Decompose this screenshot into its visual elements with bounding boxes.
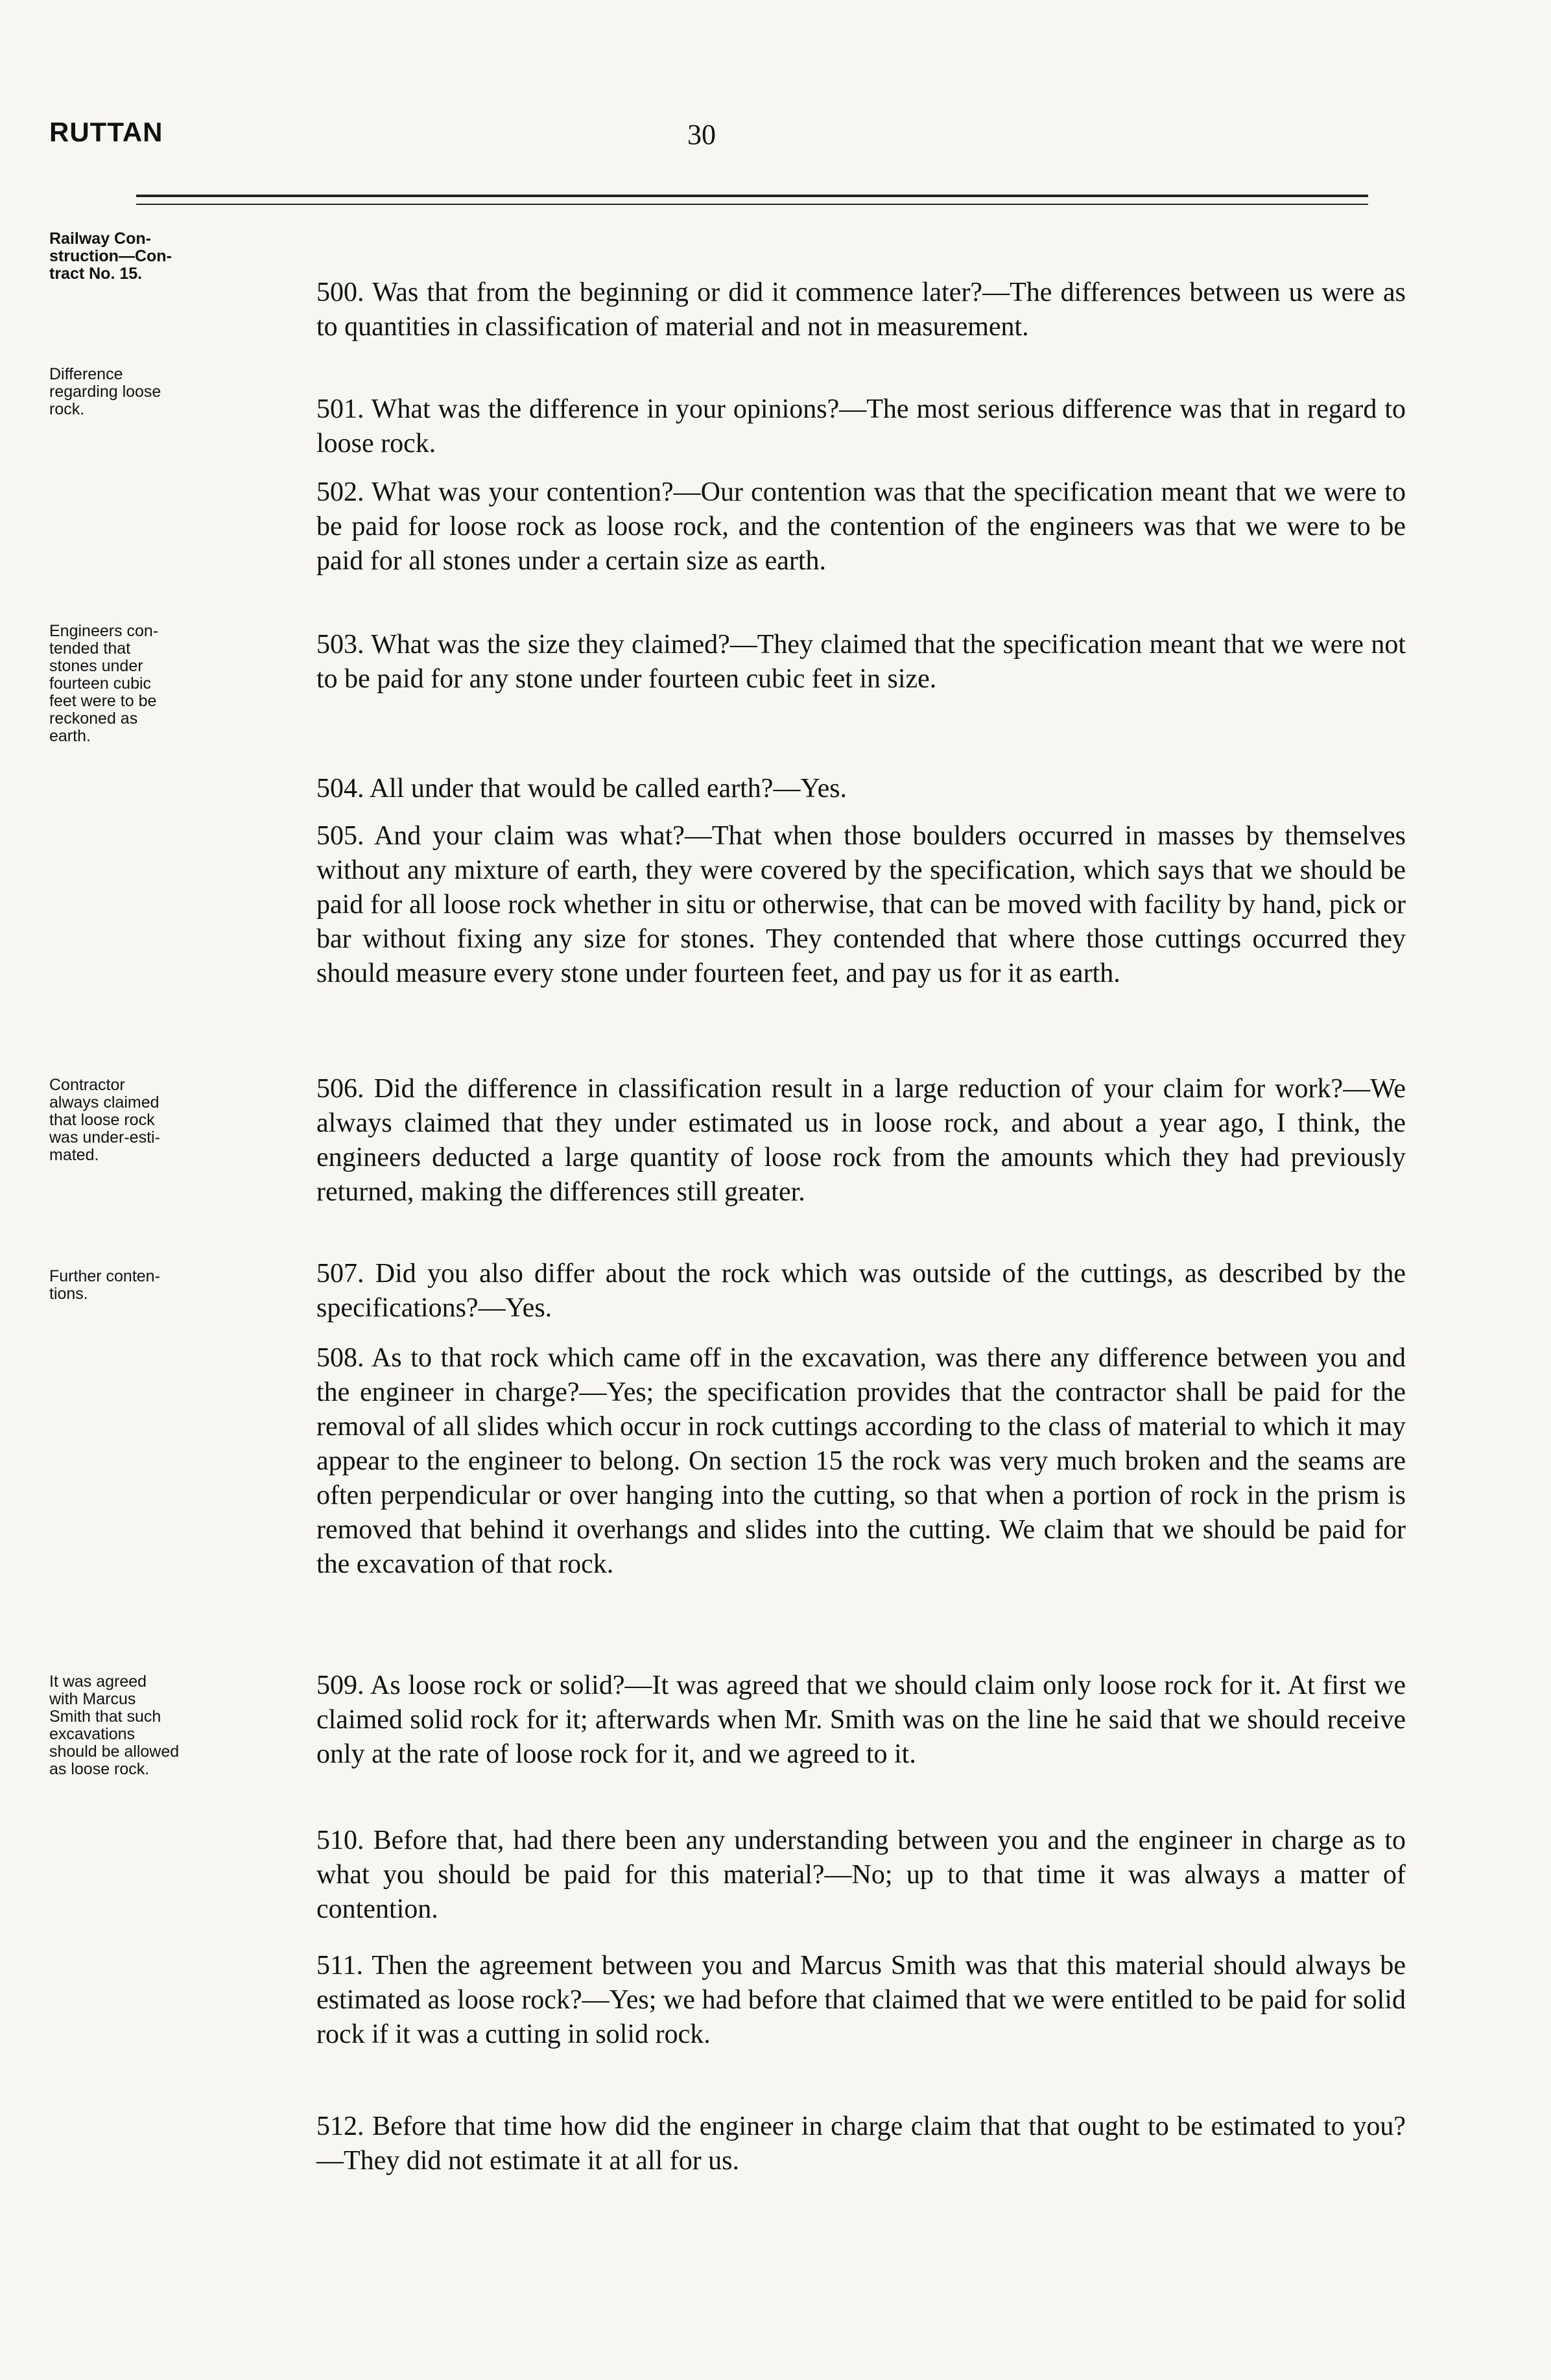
entry-text: Before that, had there been any understanding between you and the engineer in charge as to what you should be paid for this material?—No; up to that time it was always a matter of contention. xyxy=(316,1826,1406,1924)
entry-text: All under that would be called earth?—Yes. xyxy=(369,774,847,803)
header-rule xyxy=(136,195,1368,197)
qa-entry-505 xyxy=(316,819,1406,991)
qa-entry-504 xyxy=(316,772,1406,806)
entry-number: 503. xyxy=(316,630,364,660)
entry-number: 507. xyxy=(316,1259,364,1289)
entry-text: And your claim was what?—That when those boulders occurred in masses by themselves without any mixture of earth, they were covered by the specification, which says that we should be paid for all loose rock whether in situ or otherwise, that can be moved with facility by hand, pick or bar without fixing any size for stones. They contended that where those cuttings occurred they should measure every stone under fourteen feet, and pay us for it as earth. xyxy=(316,821,1406,988)
qa-entry-511 xyxy=(316,1949,1406,2052)
entry-number: 509. xyxy=(316,1671,364,1700)
entry-number: 501. xyxy=(316,394,364,424)
entry-number: 511. xyxy=(316,1951,363,1981)
qa-entry-512 xyxy=(316,2110,1406,2178)
page-number: 30 xyxy=(687,119,716,150)
entry-number: 508. xyxy=(316,1343,364,1373)
entry-text: What was your contention?—Our contention was that the specification meant that we were to be paid for loose rock as loose rock, and the contention of the engineers was that we were to be paid for all stones under a certain size as earth. xyxy=(316,477,1406,576)
margin-note-section: Railway Con- struction—Con- tract No. 15. xyxy=(49,230,172,283)
qa-entry-509 xyxy=(316,1669,1406,1772)
qa-entry-502 xyxy=(316,475,1406,578)
entry-number: 510. xyxy=(316,1826,364,1855)
entry-text: Before that time how did the engineer in charge claim that that ought to be estimated to you?—They did not estimate it at all for us. xyxy=(316,2112,1406,2176)
entry-text: What was the size they claimed?—They claimed that the specification meant that we were not to be paid for any stone under fourteen cubic feet in size. xyxy=(316,630,1406,694)
margin-note: It was agreed with Marcus Smith that such excavations should be allowed as loose rock. xyxy=(49,1672,180,1778)
margin-note: Further conten- tions. xyxy=(49,1267,160,1303)
entry-text: What was the difference in your opinions?—The most serious difference was that in regard to loose rock. xyxy=(316,394,1406,458)
entry-number: 506. xyxy=(316,1074,364,1104)
entry-number: 512. xyxy=(316,2112,364,2141)
qa-entry-506 xyxy=(316,1072,1406,1209)
qa-entry-500 xyxy=(316,276,1406,344)
header-rule-thin xyxy=(136,204,1368,205)
entry-number: 502. xyxy=(316,477,364,507)
entry-text: Was that from the beginning or did it commence later?—The differences between us were as to quantities in classification of material and not in measurement. xyxy=(316,278,1406,342)
qa-entry-510 xyxy=(316,1824,1406,1927)
entry-text: Did you also differ about the rock which was outside of the cuttings, as described by the specifications?—Yes. xyxy=(316,1259,1406,1323)
entry-text: Did the difference in classification result in a large reduction of your claim for work?—We always claimed that they under estimated us in loose rock, and about a year ago, I think, the engineers deducted a large quantity of loose rock from the amounts which they had previously returned, making the differences still greater. xyxy=(316,1074,1406,1207)
qa-entry-508 xyxy=(316,1341,1406,1582)
margin-note: Contractor always claimed that loose rock was under-esti- mated. xyxy=(49,1076,160,1164)
entry-number: 500. xyxy=(316,278,364,307)
margin-note: Difference regarding loose rock. xyxy=(49,365,161,418)
entry-number: 505. xyxy=(316,821,364,851)
entry-text: As loose rock or solid?—It was agreed that we should claim only loose rock for it. At first we claimed solid rock for it; afterwards when Mr. Smith was on the line he said that we should receive only at the rate of loose rock for it, and we agreed to it. xyxy=(316,1671,1406,1769)
running-header: RUTTAN xyxy=(49,117,163,147)
margin-note: Engineers con- tended that stones under fourteen cubic feet were to be reckoned as earth. xyxy=(49,622,159,745)
entry-number: 504. xyxy=(316,774,364,803)
entry-text: As to that rock which came off in the excavation, was there any difference between you and the engineer in charge?—Yes; the specification provides that the contractor shall be paid for the removal of all slides which occur in rock cuttings according to the class of material to which it may appear to the engineer to belong. On section 15 the rock was very much broken and the seams are often perpendicular or over hanging into the cutting, so that when a portion of rock in the prism is removed that behind it overhangs and slides into the cutting. We claim that we should be paid for the excavation of that rock. xyxy=(316,1343,1406,1579)
qa-entry-501 xyxy=(316,392,1406,461)
entry-text: Then the agreement between you and Marcus Smith was that this material should always be estimated as loose rock?—Yes; we had before that claimed that we were entitled to be paid for solid rock if it was a cutting in solid rock. xyxy=(316,1951,1406,2049)
qa-entry-507 xyxy=(316,1257,1406,1326)
qa-entry-503 xyxy=(316,628,1406,696)
